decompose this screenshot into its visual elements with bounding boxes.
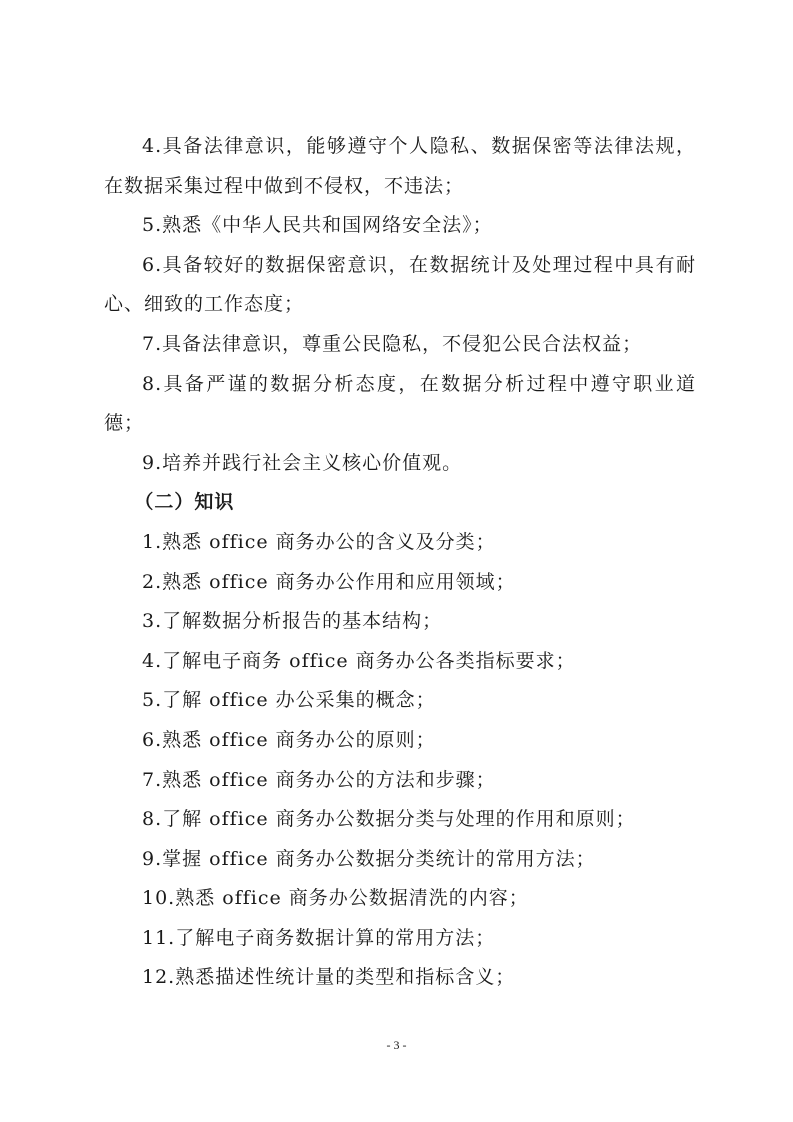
- paragraph-item: 5.熟悉《中华人民共和国网络安全法》；: [142, 214, 493, 237]
- knowledge-item: 8.了解 office 商务办公数据分类与处理的作用和原则；: [142, 808, 636, 831]
- knowledge-item: 11.了解电子商务数据计算的常用方法；: [142, 926, 496, 949]
- paragraph-item: 6.具备较好的数据保密意识，在数据统计及处理过程中具有耐心、细致的工作态度；: [104, 253, 696, 316]
- paragraph-item: 8.具备严谨的数据分析态度，在数据分析过程中遵守职业道德；: [104, 372, 696, 435]
- knowledge-item: 2.熟悉 office 商务办公作用和应用领域；: [142, 570, 516, 593]
- knowledge-item: 4.了解电子商务 office 商务办公各类指标要求；: [142, 649, 576, 672]
- knowledge-item: 1.熟悉 office 商务办公的含义及分类；: [142, 530, 496, 553]
- paragraph-item: 9.培养并践行社会主义核心价值观。: [142, 451, 463, 474]
- knowledge-item: 12.熟悉描述性统计量的类型和指标含义；: [142, 966, 516, 989]
- page-number: - 3 -: [386, 1038, 407, 1052]
- paragraph-item: 7.具备法律意识，尊重公民隐私，不侵犯公民合法权益；: [142, 332, 643, 355]
- knowledge-item: 9.掌握 office 商务办公数据分类统计的常用方法；: [142, 847, 596, 870]
- knowledge-item: 6.熟悉 office 商务办公的原则；: [142, 728, 436, 751]
- section-heading: （二）知识: [134, 491, 235, 514]
- knowledge-item: 7.熟悉 office 商务办公的方法和步骤；: [142, 768, 496, 791]
- knowledge-item: 5.了解 office 办公采集的概念；: [142, 689, 436, 712]
- knowledge-item: 3.了解数据分析报告的基本结构；: [142, 610, 443, 633]
- knowledge-item: 10.熟悉 office 商务办公数据清洗的内容；: [142, 887, 529, 910]
- document-body: [104, 127, 696, 998]
- paragraph-item: 4.具备法律意识，能够遵守个人隐私、数据保密等法律法规，在数据采集过程中做到不侵权，不违法；: [104, 135, 696, 197]
